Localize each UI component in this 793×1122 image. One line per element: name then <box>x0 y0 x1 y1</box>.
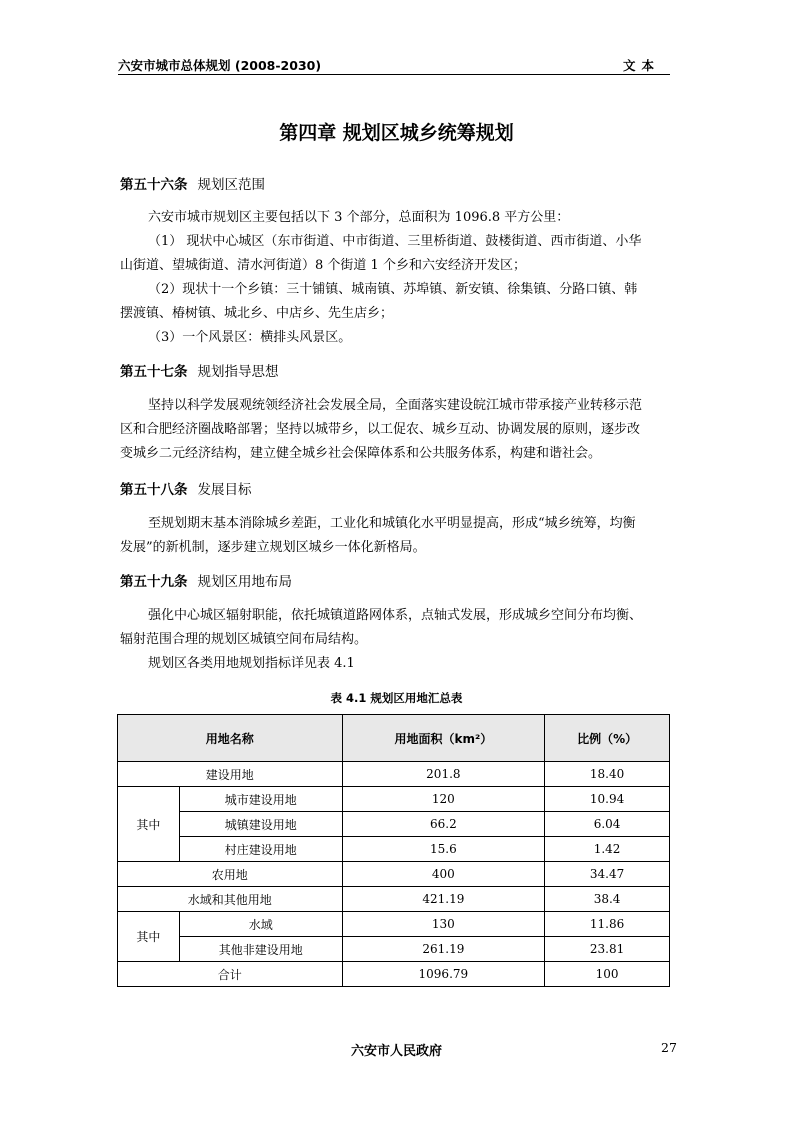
land-use-summary-table <box>117 714 670 987</box>
article-number: 第五十八条 <box>120 482 188 498</box>
header-ratio: 比例（%） <box>545 715 670 762</box>
row-name: 建设用地 <box>118 762 343 787</box>
paragraph-line: 坚持以科学发展观统领经济社会发展全局，全面落实建设皖江城市带承接产业转移示范 <box>148 398 643 413</box>
paragraph-line: 辐射范围合理的规划区城镇空间布局结构。 <box>120 632 368 647</box>
paragraph-line: 至规划期末基本消除城乡差距，工业化和城镇化水平明显提高，形成“城乡统筹，均衡 <box>148 516 636 531</box>
table-caption: 表 4.1 规划区用地汇总表 <box>330 691 463 705</box>
paragraph-line: 区和合肥经济圈战略部署；坚持以城带乡，以工促农、城乡互动、协调发展的原则，逐步改 <box>120 422 641 437</box>
table-row <box>118 837 670 862</box>
header-land-name: 用地名称 <box>118 715 343 762</box>
page-header <box>118 52 670 75</box>
table-row <box>118 937 670 962</box>
table-row <box>118 887 670 912</box>
header-land-area: 用地面积（km²） <box>342 715 545 762</box>
row-ratio: 18.40 <box>545 762 670 787</box>
article-58-heading <box>120 478 252 498</box>
header-document-title: 六安市城市总体规划 (2008-2030) <box>118 58 322 73</box>
row-ratio: 34.47 <box>545 862 670 887</box>
row-ratio: 11.86 <box>545 912 670 937</box>
paragraph-line: （2）现状十一个乡镇：三十铺镇、城南镇、苏埠镇、新安镇、徐集镇、分路口镇、韩 <box>148 282 638 297</box>
row-name: 水域和其他用地 <box>118 887 343 912</box>
table-row <box>118 912 670 937</box>
group-label: 其中 <box>118 787 180 862</box>
article-number: 第五十九条 <box>120 574 188 590</box>
paragraph-line: 变城乡二元经济结构，建立健全城乡社会保障体系和公共服务体系，构建和谐社会。 <box>120 446 602 461</box>
paragraph-line: 六安市城市规划区主要包括以下 3 个部分，总面积为 1096.8 平方公里： <box>148 210 570 225</box>
row-ratio: 38.4 <box>545 887 670 912</box>
row-name: 村庄建设用地 <box>179 837 342 862</box>
header-section-label: 文本 <box>622 58 660 73</box>
row-area: 1096.79 <box>342 962 545 987</box>
row-name: 水域 <box>179 912 342 937</box>
chapter-title: 第四章 规划区城乡统筹规划 <box>279 122 514 144</box>
row-area: 261.19 <box>342 937 545 962</box>
row-ratio: 100 <box>545 962 670 987</box>
article-title: 规划区范围 <box>197 177 265 193</box>
row-area: 120 <box>342 787 545 812</box>
table-row <box>118 762 670 787</box>
row-name: 其他非建设用地 <box>179 937 342 962</box>
article-number: 第五十六条 <box>120 177 188 193</box>
article-number: 第五十七条 <box>120 364 188 380</box>
paragraph-line: 发展”的新机制，逐步建立规划区城乡一体化新格局。 <box>120 540 426 555</box>
table-row <box>118 862 670 887</box>
paragraph-line: 规划区各类用地规划指标详见表 4.1 <box>148 656 355 671</box>
row-name: 城市建设用地 <box>179 787 342 812</box>
group-label: 其中 <box>118 912 180 962</box>
paragraph-line: 摆渡镇、椿树镇、城北乡、中店乡、先生店乡； <box>120 306 394 321</box>
row-area: 400 <box>342 862 545 887</box>
article-57-heading <box>120 360 279 380</box>
row-ratio: 23.81 <box>545 937 670 962</box>
article-title: 规划指导思想 <box>197 364 279 380</box>
footer-issuer: 六安市人民政府 <box>350 1044 442 1059</box>
row-area: 201.8 <box>342 762 545 787</box>
paragraph-line: 强化中心城区辐射职能，依托城镇道路网体系，点轴式发展，形成城乡空间分布均衡、 <box>148 608 643 623</box>
row-area: 130 <box>342 912 545 937</box>
table-header-row <box>118 715 670 762</box>
row-name: 农用地 <box>118 862 343 887</box>
row-ratio: 10.94 <box>545 787 670 812</box>
article-56-heading <box>120 173 265 193</box>
article-title: 发展目标 <box>197 482 252 498</box>
row-ratio: 1.42 <box>545 837 670 862</box>
row-area: 421.19 <box>342 887 545 912</box>
article-59-heading <box>120 570 292 590</box>
table-row <box>118 812 670 837</box>
page-number: 27 <box>661 1040 677 1055</box>
row-area: 66.2 <box>342 812 545 837</box>
article-title: 规划区用地布局 <box>197 574 292 590</box>
paragraph-line: （1） 现状中心城区（东市街道、中市街道、三里桥街道、鼓楼街道、西市街道、小华 <box>148 234 642 249</box>
row-ratio: 6.04 <box>545 812 670 837</box>
row-area: 15.6 <box>342 837 545 862</box>
table-row <box>118 787 670 812</box>
paragraph-line: 山街道、望城街道、清水河街道）8 个街道 1 个乡和六安经济开发区； <box>120 258 526 273</box>
table-row-total <box>118 962 670 987</box>
row-name: 城镇建设用地 <box>179 812 342 837</box>
row-name: 合计 <box>118 962 343 987</box>
paragraph-line: （3）一个风景区：横排头风景区。 <box>148 330 352 345</box>
